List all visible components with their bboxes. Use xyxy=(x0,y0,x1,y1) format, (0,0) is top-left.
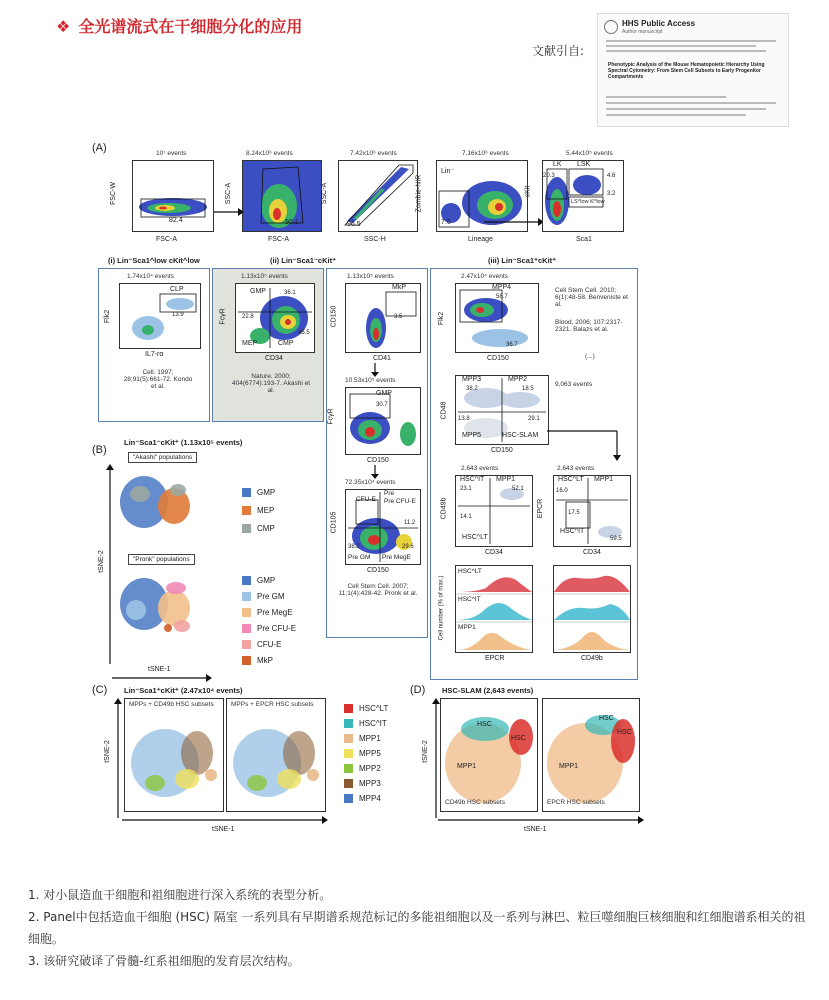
legend-label: HSC^LT xyxy=(359,704,389,713)
x-axis-label: CD150 xyxy=(491,447,513,454)
y-axis-label: SSC-A xyxy=(225,182,233,205)
panel-label-d: (D) xyxy=(410,684,426,696)
thumb-text-line xyxy=(606,45,756,47)
subplot-title: CD49b HSC subsets xyxy=(445,799,505,806)
gate xyxy=(386,292,416,316)
axis-arrow-icon xyxy=(438,816,644,824)
gate-value: 29.1 xyxy=(528,416,540,422)
note-item: 1. 对小鼠造血干细胞和祖细胞进行深入系统的表型分析。 xyxy=(28,888,332,902)
axis-arrow-icon xyxy=(432,698,440,818)
y-axis-label: SSC-A xyxy=(321,182,329,205)
x-axis-label: CD34 xyxy=(583,549,601,556)
thumb-text-line xyxy=(606,96,726,98)
legend-item xyxy=(344,719,387,728)
tsne-akashi xyxy=(114,452,198,552)
gate-mkp-label: MkP xyxy=(392,284,406,291)
hhs-logo-icon xyxy=(604,20,618,34)
section-title: 全光谱流式在干细胞分化的应用 xyxy=(78,17,303,36)
legend-item xyxy=(242,608,293,617)
legend-item xyxy=(242,488,275,497)
legend-swatch xyxy=(344,704,353,713)
gate-value: 59.5 xyxy=(610,536,622,542)
density-blob xyxy=(373,328,379,340)
events-label: 2,643 events xyxy=(557,465,595,472)
legend-swatch xyxy=(344,734,353,743)
legend-item xyxy=(242,624,296,633)
histogram-svg xyxy=(554,566,630,652)
gate-clp-label: CLP xyxy=(170,286,184,293)
section-header xyxy=(56,14,302,37)
legend-swatch xyxy=(344,764,353,773)
gate-value: 23.1 xyxy=(460,486,472,492)
axis-arrow-icon xyxy=(112,674,212,682)
hist-y-label: Cell number (% of max.) xyxy=(438,575,445,641)
gate-hsclt-label: HSC^LT xyxy=(558,476,584,483)
cluster-label: HSC xyxy=(617,729,632,736)
x-axis-label: IL7-rα xyxy=(145,351,164,358)
legend-label: Pre CFU-E xyxy=(257,624,297,633)
gate-mpp2-label: MPP2 xyxy=(508,376,528,383)
arrow-down-icon xyxy=(371,465,379,479)
scatter-plot-gmp xyxy=(345,387,421,455)
legend-item xyxy=(344,794,381,803)
gate-value: 7.6 xyxy=(441,219,451,226)
legend-item xyxy=(344,704,388,713)
gate-value: 29.6 xyxy=(402,544,414,550)
subplot-title: MPPs + EPCR HSC subsets xyxy=(231,701,314,708)
gate-pre-label: Pre xyxy=(384,490,395,497)
legend-label: Pre MegE xyxy=(257,608,293,617)
y-axis-label: Flk2 xyxy=(438,311,446,326)
plot4-events: 7.16x10⁶ events xyxy=(462,150,509,157)
density-blob xyxy=(273,208,281,220)
cluster xyxy=(174,620,190,632)
note-item: 2. Panel中包括造血干细胞 (HSC) 隔室 一系列具有早期谱系规范标记的多能祖细胞以及一系列与淋巴、粒巨噬细胞巨核细胞和红细胞谱系相关的祖细胞。 xyxy=(28,910,806,946)
gate-precfue-label: Pre CFU-E xyxy=(384,498,416,505)
density-blob xyxy=(365,427,375,437)
scatter-plot-slam xyxy=(455,375,549,445)
y-axis-label: Zombie-NIR xyxy=(415,174,423,213)
gate-value: 22.8 xyxy=(242,314,254,320)
legend-label: CFU-E xyxy=(257,640,282,649)
gate-mpp1-label: MPP1 xyxy=(594,476,614,483)
y-axis-label: FcγR xyxy=(327,408,335,425)
panel-c-title: Lin⁻Sca1⁺cKit⁺ (2.47x10⁴ events) xyxy=(124,686,243,695)
plot2-events: 8.24x10⁶ events xyxy=(246,150,293,157)
cluster xyxy=(283,731,315,775)
y-axis-label: EPCR xyxy=(537,498,545,519)
subpanel-ii-title: (ii) Lin⁻Sca1⁻cKit⁺ xyxy=(270,256,337,265)
legend-label: Pre GM xyxy=(257,592,285,601)
gate-hscslam-label: HSC-SLAM xyxy=(502,432,539,439)
axis-arrow-icon xyxy=(122,816,328,824)
gate-value: 90.1 xyxy=(285,219,299,226)
x-axis-label: CD150 xyxy=(367,567,389,574)
gate-hscit-label: HSC^IT xyxy=(460,476,485,483)
density-blob xyxy=(500,392,540,408)
gate-value: 17.5 xyxy=(568,510,580,516)
thumb-text-line xyxy=(606,102,776,104)
gate-gmp-label: GMP xyxy=(250,288,266,295)
cluster-label: HSC xyxy=(599,715,614,722)
x-axis-label: tSNE-1 xyxy=(524,826,547,833)
subpanel-iii xyxy=(430,268,638,680)
legend-label: GMP xyxy=(257,576,276,585)
scatter-plot-ssch xyxy=(338,160,418,232)
gate-hsclt-label: HSC^LT xyxy=(462,534,488,541)
legend-label: MPP2 xyxy=(359,764,381,773)
gate-value: 30.7 xyxy=(376,402,388,408)
density-blob xyxy=(285,319,291,325)
gate-value: 3.2 xyxy=(607,191,616,197)
histogram-epcr xyxy=(455,565,533,653)
legend-item xyxy=(242,592,285,601)
subpanel-i-title: (i) Lin⁻Sca1^low cKit^low xyxy=(108,256,200,265)
tsne-hsc-epcr xyxy=(542,698,640,812)
events-label: 1.13x10⁵ events xyxy=(241,273,288,280)
hist-mpp1 xyxy=(554,632,630,650)
cluster xyxy=(205,769,217,781)
gate-mep-label: MEP xyxy=(242,340,258,347)
legend-swatch xyxy=(344,749,353,758)
legend-label: MkP xyxy=(257,656,273,665)
events-label: 10.53x10⁵ events xyxy=(345,377,396,384)
legend-label: GMP xyxy=(257,488,276,497)
density-plot xyxy=(346,388,420,454)
histogram-svg xyxy=(456,566,532,652)
gate-mpp5-label: MPP5 xyxy=(462,432,482,439)
x-axis-label: tSNE-1 xyxy=(148,666,171,673)
tsne-epcr-plot xyxy=(226,698,326,812)
tsne-svg xyxy=(125,699,223,811)
hist-hscit xyxy=(554,604,630,620)
arrow-down-icon xyxy=(371,363,379,377)
y-axis-label: tSNE-2 xyxy=(97,550,105,573)
x-axis-label: tSNE-1 xyxy=(212,826,235,833)
cluster xyxy=(145,775,165,791)
legend-swatch xyxy=(242,656,251,665)
x-axis-label: Lineage xyxy=(468,236,493,243)
y-axis-label: CD49b xyxy=(440,497,448,520)
gate-value: 11.2 xyxy=(404,520,416,526)
arrow-branch-icon xyxy=(547,425,627,461)
citation-benveniste: Cell Stem Cell. 2010; 6(1):48-58. Benveniste et al. xyxy=(555,287,628,308)
cluster-label: MPP1 xyxy=(457,763,477,770)
hist-mpp1 xyxy=(456,633,532,650)
subpanel-iii-title: (iii) Lin⁻Sca1⁺cKit⁺ xyxy=(488,256,557,265)
thumb-text-line xyxy=(606,114,746,116)
scatter-plot-clp xyxy=(119,283,201,349)
citation-kondo: Cell. 1997; 28;91(5):661-72. Kondo et al. xyxy=(123,369,193,390)
gate-pregm-label: Pre GM xyxy=(348,554,371,561)
legend-label: MPP5 xyxy=(359,749,381,758)
cluster xyxy=(175,769,199,789)
gate-lk-label: LK xyxy=(553,161,562,168)
subpanel-i xyxy=(98,268,210,422)
density-blob xyxy=(495,203,503,211)
events-label: 2,643 events xyxy=(461,465,499,472)
gate-value: 36.7 xyxy=(506,342,518,348)
cluster-label: HSC xyxy=(511,735,526,742)
legend-swatch xyxy=(242,624,251,633)
legend-swatch xyxy=(242,488,251,497)
figure xyxy=(92,138,740,838)
gate-value: 13.8 xyxy=(458,416,470,422)
hist-row-label: HSC^LT xyxy=(458,568,482,575)
density-blob xyxy=(476,307,484,313)
citation-ellipsis: (...) xyxy=(585,353,595,360)
panel-d-title: HSC-SLAM (2,643 events) xyxy=(442,686,534,695)
gate-value: 16.0 xyxy=(556,488,568,494)
citation-label: 文献引自: xyxy=(532,44,585,58)
subpanel-pronk xyxy=(326,268,428,638)
events-label: 1.74x10⁴ events xyxy=(127,273,174,280)
axis-arrow-icon xyxy=(114,698,122,818)
scatter-plot-sca1 xyxy=(542,160,624,232)
legend-swatch xyxy=(242,592,251,601)
hist-hsclt xyxy=(456,577,532,592)
hist-hsclt xyxy=(554,576,630,592)
scatter-plot-preCFUE xyxy=(345,489,421,565)
subplot-title: MPPs + CD49b HSC subsets xyxy=(129,701,214,708)
cluster xyxy=(307,769,319,781)
events-label: 2.47x10⁴ events xyxy=(461,273,508,280)
gate-value: 36.1 xyxy=(284,290,296,296)
scatter-plot-cd49b xyxy=(455,475,533,547)
gate-lsk-label: LSK xyxy=(577,161,591,168)
x-axis-label: FSC-A xyxy=(156,236,177,243)
gate-value: 38.2 xyxy=(466,386,478,392)
x-axis-label: FSC-A xyxy=(268,236,289,243)
gate-value: 58.7 xyxy=(496,294,508,300)
gate-mpp3-label: MPP3 xyxy=(462,376,482,383)
tsne-plot xyxy=(114,466,198,550)
gate-value: 13.9 xyxy=(172,312,184,318)
y-axis-label: tSNE-2 xyxy=(103,740,111,763)
legend-item xyxy=(242,576,275,585)
density-blob xyxy=(472,329,528,347)
y-axis-label: CD48 xyxy=(440,401,448,420)
gate-value: 14.1 xyxy=(460,514,472,520)
x-axis-label: Sca1 xyxy=(576,236,592,243)
y-axis-label: Flk2 xyxy=(104,309,112,324)
gate-premege-label: Pre MegE xyxy=(382,554,411,561)
tsne-plot xyxy=(114,568,198,652)
gate-hscit-label: HSC^IT xyxy=(560,528,585,535)
citation-akashi: Nature. 2000; 404(6774):193-7. Akashi et al. xyxy=(231,373,311,394)
plot1-events: 10⁷ events xyxy=(156,150,187,157)
paper-thumbnail[interactable] xyxy=(597,13,789,127)
gate-value: 18.5 xyxy=(522,386,534,392)
gate-cfue-label: CFU-E xyxy=(356,496,376,503)
events-label: 1.13x10⁵ events xyxy=(347,273,394,280)
notes-list xyxy=(28,884,808,972)
arrow-icon xyxy=(484,218,544,226)
cluster xyxy=(277,769,301,789)
tsne-pronk xyxy=(114,554,198,664)
density-plot xyxy=(346,284,420,352)
panel-b-title: Lin⁻Sca1⁻cKit⁺ (1.13x10⁵ events) xyxy=(124,438,243,447)
gate-mpp1-label: MPP1 xyxy=(496,476,516,483)
thumb-subtitle: Author manuscript xyxy=(622,29,663,35)
legend-swatch xyxy=(344,794,353,803)
panel-label-a: (A) xyxy=(92,142,107,154)
density-blob xyxy=(353,189,385,219)
legend-swatch xyxy=(242,576,251,585)
density-plot xyxy=(120,284,200,348)
box-label: "Akashi" populations xyxy=(128,452,197,463)
legend-item xyxy=(344,764,381,773)
legend-item xyxy=(242,640,281,649)
citation-pronk: Cell Stem Cell. 2007; 11;1(4):428-42. Pronk et al. xyxy=(338,583,418,597)
legend-item xyxy=(242,656,273,665)
cluster xyxy=(181,731,213,775)
tsne-svg xyxy=(441,699,537,811)
legend-item xyxy=(242,506,274,515)
subplot-title: EPCR HSC subsets xyxy=(547,799,605,806)
diamond-bullet-icon: ❖ xyxy=(56,17,71,36)
thumb-source: HHS Public Access xyxy=(622,19,696,28)
x-axis-label: CD34 xyxy=(265,355,283,362)
legend-item xyxy=(242,524,275,533)
legend-label: MPP4 xyxy=(359,794,381,803)
histogram-cd49b xyxy=(553,565,631,653)
cluster-label: MPP1 xyxy=(559,763,579,770)
density-blob xyxy=(573,175,601,195)
hist-hscit xyxy=(456,603,532,620)
gate-value: 4.6 xyxy=(607,173,616,179)
scatter-plot-cmp xyxy=(235,283,315,353)
tsne-hsc-cd49b xyxy=(440,698,538,812)
x-axis-label: CD150 xyxy=(487,355,509,362)
y-axis-label: CD150 xyxy=(330,305,338,328)
legend-label: MEP xyxy=(257,506,275,515)
cluster xyxy=(126,600,146,620)
tsne-cd49b-plot xyxy=(124,698,224,812)
legend-label: HSC^IT xyxy=(359,719,387,728)
axis-arrow-icon xyxy=(106,464,114,664)
gate-value: 38.2 xyxy=(348,544,360,550)
x-axis-label: CD49b xyxy=(581,655,603,662)
y-axis-label: cKit xyxy=(524,185,532,198)
scatter-plot-epcr xyxy=(553,475,631,547)
legend-swatch xyxy=(242,524,251,533)
legend-label: CMP xyxy=(257,524,275,533)
hist-row-label: HSC^IT xyxy=(458,596,481,603)
density-blob xyxy=(368,535,380,545)
legend-label: MPP1 xyxy=(359,734,381,743)
x-axis-label: CD150 xyxy=(367,457,389,464)
thumb-text-line xyxy=(606,50,766,52)
legend-item xyxy=(344,734,381,743)
legend-swatch xyxy=(344,779,353,788)
gate-gmp-label: GMP xyxy=(376,390,392,397)
density-plot xyxy=(243,161,321,231)
scatter-plot-fsc xyxy=(132,160,214,232)
tsne-svg xyxy=(543,699,639,811)
y-axis-label: tSNE-2 xyxy=(421,740,429,763)
density-blob xyxy=(142,325,154,335)
legend-swatch xyxy=(242,640,251,649)
density-blob xyxy=(553,201,561,217)
scatter-plot-mpp4 xyxy=(455,283,539,353)
plot5-events: 5.44x10⁵ events xyxy=(566,150,613,157)
legend-swatch xyxy=(242,608,251,617)
density-blob xyxy=(166,298,194,310)
hist-row-label: MPP1 xyxy=(458,624,476,631)
cluster xyxy=(164,624,172,632)
cluster xyxy=(611,719,635,763)
gate-value: 52.1 xyxy=(512,486,524,492)
box-label: "Pronk" populations xyxy=(128,554,195,565)
gate-value: 82.4 xyxy=(169,217,183,224)
scatter-plot-mkp xyxy=(345,283,421,353)
x-axis-label: EPCR xyxy=(485,655,505,662)
legend-swatch xyxy=(242,506,251,515)
cluster-label: HSC xyxy=(477,721,492,728)
gate-mpp4-label: MPP4 xyxy=(492,284,512,291)
legend-item xyxy=(344,749,381,758)
density-blob xyxy=(159,207,167,210)
panel-label-c: (C) xyxy=(92,684,108,696)
legend-item xyxy=(344,779,381,788)
panel-label-b: (B) xyxy=(92,444,107,456)
thumb-text-line xyxy=(606,40,776,42)
y-axis-label: CD105 xyxy=(330,511,338,534)
events-label: 9,063 events xyxy=(555,381,593,388)
subpanel-ii xyxy=(212,268,324,422)
arrow-icon xyxy=(214,208,244,216)
note-item: 3. 该研究破译了骨髓-红系祖细胞的发育层次结构。 xyxy=(28,954,300,968)
gate-value: 45.5 xyxy=(298,330,310,336)
lin-neg-label: Lin⁻ xyxy=(441,168,455,175)
x-axis-label: CD41 xyxy=(373,355,391,362)
thumb-text-line xyxy=(606,108,766,110)
gate-value: 20.3 xyxy=(543,173,555,179)
cluster xyxy=(166,582,186,594)
gate-cmp-label: CMP xyxy=(278,340,294,347)
cluster xyxy=(170,484,186,496)
cluster xyxy=(247,775,267,791)
legend-swatch xyxy=(344,719,353,728)
x-axis-label: SSC-H xyxy=(364,236,386,243)
gate-value: 3.5 xyxy=(394,314,403,320)
citation-balazs: Blood. 2006; 107:2317-2321. Balazs et al. xyxy=(555,319,623,333)
x-axis-label: CD34 xyxy=(485,549,503,556)
cluster xyxy=(130,486,150,502)
tsne-svg xyxy=(227,699,325,811)
density-blob xyxy=(400,422,416,446)
legend-label: MPP3 xyxy=(359,779,381,788)
plot3-events: 7.42x10⁶ events xyxy=(350,150,397,157)
thumb-title: Phenotypic Analysis of the Mouse Hematopoietic Hierarchy Using Spectral Cytometry: From Stem Cell Subsets to Early Progenitor Compartments xyxy=(608,62,765,80)
gate-lslow-label: LS^low K^low xyxy=(571,199,605,205)
events-label: 72.35x10⁴ events xyxy=(345,479,396,486)
scatter-plot-ssc xyxy=(242,160,322,232)
gate-value: 96.5 xyxy=(347,221,361,228)
y-axis-label: FcγR xyxy=(219,308,227,325)
y-axis-label: FSC-W xyxy=(109,182,117,205)
